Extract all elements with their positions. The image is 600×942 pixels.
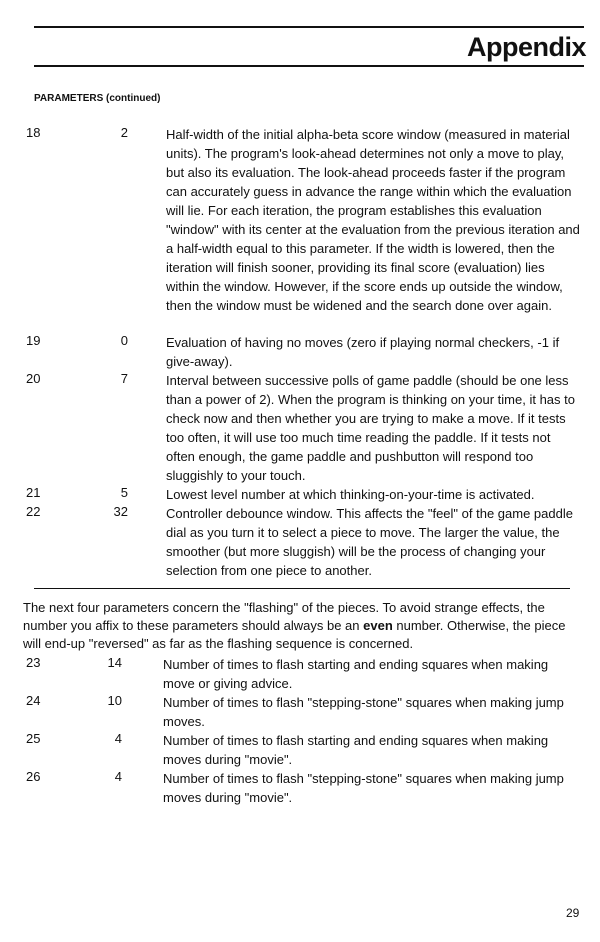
parameter-description: Number of times to flash "stepping-stone" squares when making jump moves. [163, 695, 564, 729]
parameter-number: 24 [26, 693, 41, 708]
parameter-value: 10 [107, 693, 122, 708]
parameter-value: 4 [114, 769, 122, 784]
parameter-value: 14 [107, 655, 122, 670]
parameter-number: 21 [26, 485, 41, 500]
parameter-description: Number of times to flash starting and ending squares when making move or giving advice. [163, 657, 549, 691]
parameter-description: Number of times to flash starting and ending squares when making moves during "movie". [163, 733, 549, 767]
parameter-number: 25 [26, 731, 41, 746]
parameter-number: 23 [26, 655, 41, 670]
parameter-number: 22 [26, 504, 41, 519]
section-divider [34, 588, 570, 589]
parameter-description: Controller debounce window. This affects the "feel" of the game paddle dial as you turn it to select a piece to move. The larger the value, the smoother (but more sluggish) will be the process of changing your selection from one piece to another. [166, 506, 573, 578]
page-number: 29 [566, 906, 580, 920]
header-rule [34, 65, 584, 67]
section-subheading: PARAMETERS (continued) [34, 93, 161, 104]
parameter-value: 0 [120, 333, 128, 348]
page-title: Appendix [466, 32, 586, 62]
parameter-description: Half-width of the initial alpha-beta score window (measured in material units). The program's look-ahead determines not only a move to play, but also its evaluation. The look-ahead proceeds faster if the program can accurately guess in advance the range within which the evaluation will lie. For each iteration, the program establishes this evaluation "window" with its center at the evaluation from the previous iteration and a half-width equal to this parameter. If the width is lowered, then the iteration will finish sooner, providing its final score (evaluation) lies within the window. However, if the score ends up outside the window, then the window must be widened and the search done over again. [166, 127, 580, 313]
parameter-value: 4 [114, 731, 122, 746]
parameter-value: 7 [120, 371, 128, 386]
intro-text: The next four parameters concern the "flashing" of the pieces. To avoid strange effects, the number you affix to these parameters should always be an [23, 600, 545, 633]
parameter-description: Lowest level number at which thinking-on-your-time is activated. [166, 487, 535, 502]
top-rule [34, 26, 584, 28]
parameter-value: 2 [120, 125, 128, 140]
parameter-description: Interval between successive polls of game paddle (should be one less than a power of 2). When the program is thinking on your time, it has to check now and then whether you are trying to make a move. If it tests too often, it will use too much time reading the paddle. If it tests not often enough, the game paddle and pushbutton will respond too sluggishly to your touch. [166, 373, 575, 483]
parameter-description: Evaluation of having no moves (zero if playing normal checkers, -1 if give-away). [166, 335, 560, 369]
parameter-number: 20 [26, 371, 41, 386]
parameter-value: 32 [113, 504, 128, 519]
parameter-number: 18 [26, 125, 41, 140]
flashing-intro-paragraph [23, 599, 571, 653]
parameter-description: Number of times to flash "stepping-stone" squares when making jump moves during "movie". [163, 771, 564, 805]
intro-text-continued: number. Otherwise, the piece will end-up "reversed" as far as the flashing sequence is concerned. [23, 618, 566, 651]
parameter-number: 26 [26, 769, 41, 784]
parameter-number: 19 [26, 333, 41, 348]
parameter-value: 5 [120, 485, 128, 500]
intro-emphasis: even [363, 618, 393, 633]
